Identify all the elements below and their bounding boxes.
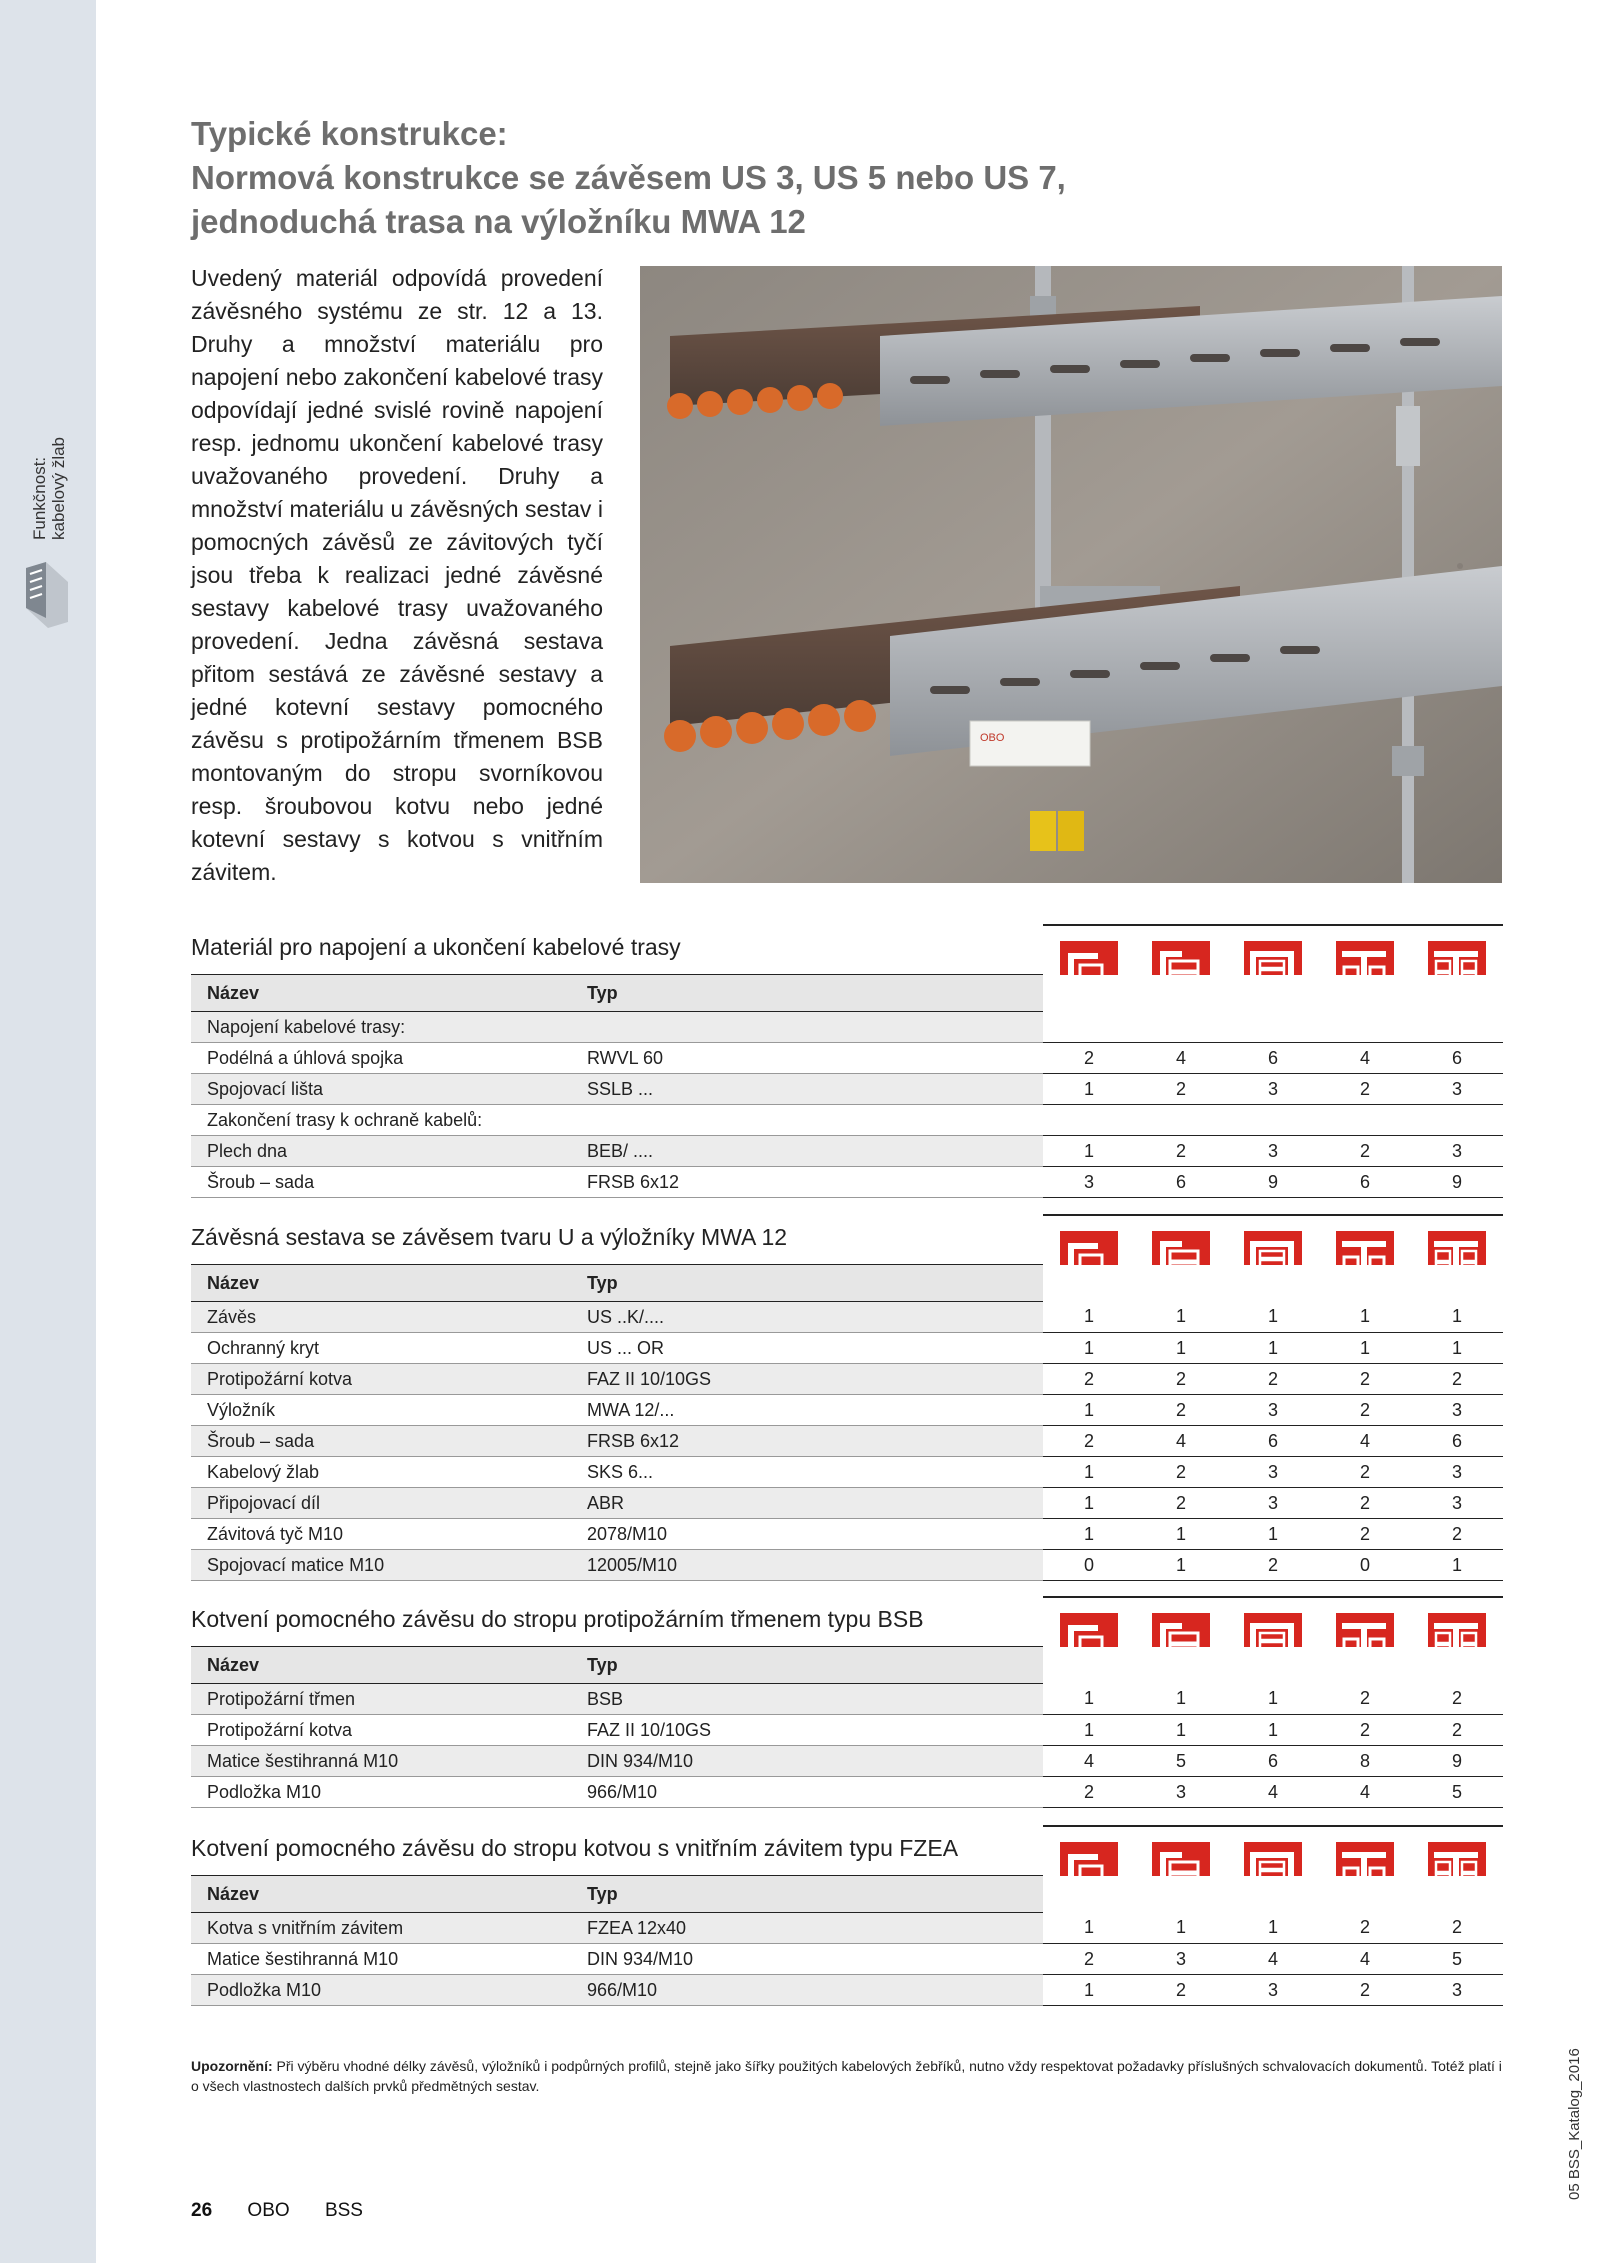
table-row [191,1684,1503,1715]
item-quantity: 1 [1043,1302,1135,1333]
item-name: Zakončení trasy k ochraně kabelů: [191,1105,571,1136]
item-type: US ... OR [571,1333,1043,1364]
item-type: 12005/M10 [571,1550,1043,1581]
item-quantity: 6 [1135,1167,1227,1198]
material-table [191,1646,1503,1808]
item-quantity: 2 [1043,1043,1135,1074]
table-row [191,1395,1503,1426]
item-quantity [1411,1012,1503,1043]
column-header-quantity [1411,1265,1503,1302]
item-name: Protipožární kotva [191,1364,571,1395]
item-quantity: 1 [1043,1136,1135,1167]
item-type: US ..K/.... [571,1302,1043,1333]
item-quantity: 2 [1135,1395,1227,1426]
item-quantity [1411,1105,1503,1136]
item-quantity: 3 [1411,1395,1503,1426]
column-header-quantity [1227,1265,1319,1302]
table-row [191,1457,1503,1488]
item-quantity: 3 [1135,1777,1227,1808]
item-quantity: 2 [1411,1913,1503,1944]
item-quantity: 2 [1319,1136,1411,1167]
table-header [191,1265,1503,1302]
table-row [191,1426,1503,1457]
item-quantity: 1 [1043,1519,1135,1550]
item-type: 966/M10 [571,1777,1043,1808]
item-type: 966/M10 [571,1975,1043,2006]
sidebar-label-line1: Funkčnost: [30,456,49,540]
document-code: 05 BSS_Katalog_2016 [1566,2048,1583,2200]
item-quantity: 2 [1135,1975,1227,2006]
item-name: Závitová tyč M10 [191,1519,571,1550]
item-quantity: 9 [1411,1746,1503,1777]
table-row [191,1333,1503,1364]
item-quantity [1135,1105,1227,1136]
item-quantity: 2 [1319,1457,1411,1488]
heading-line1: Typické konstrukce: [191,115,508,152]
column-header-quantity [1043,1876,1135,1913]
page-number: 26 [191,2200,213,2221]
item-quantity: 2 [1411,1715,1503,1746]
table-row [191,1913,1503,1944]
column-header-type: Typ [571,1876,1043,1913]
item-quantity: 2 [1319,1975,1411,2006]
item-quantity: 2 [1411,1519,1503,1550]
item-quantity: 0 [1043,1550,1135,1581]
item-quantity: 2 [1135,1136,1227,1167]
item-name: Spojovací matice M10 [191,1550,571,1581]
item-quantity: 1 [1227,1715,1319,1746]
item-quantity: 3 [1411,1457,1503,1488]
section-title: Závěsná sestava se závěsem tvaru U a výložníky MWA 12 [191,1224,788,1250]
note-text: Při výběru vhodné délky závěsů, výložníků i podpůrných profilů, stejně jako šířky použitých kabelových žebříků, nutno vždy respektovat požadavky příslušných schvalovacích dokumentů. Totéž platí i o všech vlastnostech dalších prvků předmětných sestav. [191,2058,1502,2094]
item-type: FAZ II 10/10GS [571,1364,1043,1395]
column-header-type: Typ [571,975,1043,1012]
column-header-quantity [1043,975,1135,1012]
heading-line2: Normová konstrukce se závěsem US 3, US 5 nebo US 7, [191,159,1066,196]
item-quantity: 9 [1227,1167,1319,1198]
column-header-quantity [1319,975,1411,1012]
item-quantity: 9 [1411,1167,1503,1198]
table-header [191,975,1503,1012]
item-quantity: 1 [1043,1684,1135,1715]
item-quantity: 1 [1043,1395,1135,1426]
item-quantity: 1 [1135,1550,1227,1581]
table-row [191,1975,1503,2006]
item-quantity: 2 [1043,1777,1135,1808]
page-footer [191,2200,393,2222]
column-header-quantity [1411,975,1503,1012]
item-quantity: 4 [1135,1043,1227,1074]
item-quantity: 2 [1135,1457,1227,1488]
item-quantity: 1 [1227,1684,1319,1715]
footer-product: BSS [324,2200,363,2221]
table-subheading-row [191,1105,1503,1136]
section-title: Kotvení pomocného závěsu do stropu kotvou s vnitřním závitem typu FZEA [191,1835,959,1861]
table-row [191,1136,1503,1167]
item-quantity: 1 [1411,1550,1503,1581]
item-quantity: 3 [1227,1395,1319,1426]
item-quantity: 2 [1411,1684,1503,1715]
item-quantity: 5 [1411,1777,1503,1808]
column-header-quantity [1227,975,1319,1012]
column-header-quantity [1319,1647,1411,1684]
item-quantity: 1 [1043,1488,1135,1519]
item-quantity: 4 [1043,1746,1135,1777]
item-name: Matice šestihranná M10 [191,1746,571,1777]
item-quantity: 1 [1319,1333,1411,1364]
item-quantity: 0 [1319,1550,1411,1581]
item-quantity: 2 [1319,1519,1411,1550]
item-name: Napojení kabelové trasy: [191,1012,571,1043]
column-header-quantity [1135,975,1227,1012]
item-name: Připojovací díl [191,1488,571,1519]
item-quantity: 1 [1135,1333,1227,1364]
item-quantity: 2 [1135,1488,1227,1519]
cable-tray-icon [22,560,72,630]
note-label: Upozornění: [191,2058,273,2074]
column-header-name: Název [191,1876,571,1913]
column-header-quantity [1135,1876,1227,1913]
column-header-quantity [1135,1647,1227,1684]
item-type: ABR [571,1488,1043,1519]
item-type: MWA 12/... [571,1395,1043,1426]
item-type: FRSB 6x12 [571,1426,1043,1457]
column-header-type: Typ [571,1647,1043,1684]
column-header-quantity [1135,1265,1227,1302]
item-quantity: 1 [1043,1457,1135,1488]
item-quantity [1319,1012,1411,1043]
item-quantity: 4 [1319,1777,1411,1808]
item-type: BSB [571,1684,1043,1715]
table-row [191,1746,1503,1777]
item-type: FRSB 6x12 [571,1167,1043,1198]
item-quantity: 2 [1411,1364,1503,1395]
item-quantity: 2 [1227,1550,1319,1581]
item-name: Výložník [191,1395,571,1426]
column-header-type: Typ [571,1265,1043,1302]
item-name: Kabelový žlab [191,1457,571,1488]
item-quantity: 1 [1135,1302,1227,1333]
column-header-quantity [1411,1876,1503,1913]
item-quantity: 1 [1411,1333,1503,1364]
column-header-quantity [1411,1647,1503,1684]
item-quantity [1043,1105,1135,1136]
column-header-quantity [1043,1647,1135,1684]
item-type: FAZ II 10/10GS [571,1715,1043,1746]
column-header-quantity [1043,1265,1135,1302]
item-quantity: 1 [1319,1302,1411,1333]
item-quantity: 2 [1319,1913,1411,1944]
item-name: Podložka M10 [191,1975,571,2006]
warning-note [191,2056,1511,2096]
item-quantity: 1 [1411,1302,1503,1333]
item-name: Šroub – sada [191,1167,571,1198]
table-row [191,1519,1503,1550]
item-quantity: 3 [1227,1488,1319,1519]
item-quantity: 8 [1319,1746,1411,1777]
item-quantity: 3 [1043,1167,1135,1198]
item-quantity: 4 [1319,1043,1411,1074]
sidebar-label-line2: kabelový žlab [49,436,68,540]
item-quantity: 3 [1227,1136,1319,1167]
item-quantity: 1 [1043,1074,1135,1105]
table-row [191,1550,1503,1581]
item-quantity: 2 [1319,1715,1411,1746]
item-type: DIN 934/M10 [571,1746,1043,1777]
item-quantity: 4 [1227,1944,1319,1975]
column-header-quantity [1319,1265,1411,1302]
item-name: Ochranný kryt [191,1333,571,1364]
page-heading [191,112,1291,244]
item-type: SSLB ... [571,1074,1043,1105]
item-quantity: 1 [1043,1975,1135,2006]
material-table [191,1264,1503,1581]
item-type: RWVL 60 [571,1043,1043,1074]
table-row [191,1364,1503,1395]
column-header-quantity [1227,1647,1319,1684]
column-header-quantity [1319,1876,1411,1913]
item-name: Kotva s vnitřním závitem [191,1913,571,1944]
table-header [191,1876,1503,1913]
sidebar [0,0,96,2263]
item-quantity: 2 [1135,1074,1227,1105]
table-row [191,1488,1503,1519]
photo-label-text: OBO [980,732,1005,744]
item-quantity: 2 [1227,1364,1319,1395]
item-quantity: 1 [1043,1715,1135,1746]
item-quantity: 2 [1043,1364,1135,1395]
item-type [571,1105,1043,1136]
column-header-name: Název [191,1265,571,1302]
item-quantity: 1 [1135,1715,1227,1746]
item-quantity: 1 [1043,1913,1135,1944]
sidebar-label [30,380,68,540]
item-quantity: 4 [1227,1777,1319,1808]
item-name: Plech dna [191,1136,571,1167]
section-title: Materiál pro napojení a ukončení kabelové trasy [191,934,681,960]
section-title: Kotvení pomocného závěsu do stropu protipožárním třmenem typu BSB [191,1606,924,1632]
item-quantity: 3 [1227,1074,1319,1105]
item-quantity [1135,1012,1227,1043]
item-quantity: 4 [1319,1944,1411,1975]
item-type: DIN 934/M10 [571,1944,1043,1975]
item-quantity: 6 [1227,1043,1319,1074]
item-name: Závěs [191,1302,571,1333]
item-name: Protipožární třmen [191,1684,571,1715]
item-quantity: 6 [1319,1167,1411,1198]
table-subheading-row [191,1012,1503,1043]
item-quantity: 2 [1043,1426,1135,1457]
item-name: Podložka M10 [191,1777,571,1808]
table-row [191,1715,1503,1746]
item-type: SKS 6... [571,1457,1043,1488]
heading-line3: jednoduchá trasa na výložníku MWA 12 [191,203,806,240]
item-quantity: 2 [1319,1684,1411,1715]
material-table [191,974,1503,1198]
item-type: BEB/ .... [571,1136,1043,1167]
item-quantity: 4 [1319,1426,1411,1457]
item-quantity: 1 [1043,1333,1135,1364]
item-quantity: 3 [1227,1975,1319,2006]
table-row [191,1167,1503,1198]
item-quantity: 1 [1135,1913,1227,1944]
item-type: 2078/M10 [571,1519,1043,1550]
item-quantity: 2 [1135,1364,1227,1395]
installation-photo [640,266,1502,883]
item-quantity: 3 [1411,1975,1503,2006]
item-quantity [1043,1012,1135,1043]
item-quantity [1227,1012,1319,1043]
column-header-name: Název [191,975,571,1012]
item-name: Šroub – sada [191,1426,571,1457]
item-quantity: 2 [1319,1074,1411,1105]
item-quantity: 5 [1411,1944,1503,1975]
item-quantity [1319,1105,1411,1136]
item-quantity: 1 [1135,1519,1227,1550]
column-header-name: Název [191,1647,571,1684]
item-name: Spojovací lišta [191,1074,571,1105]
table-row [191,1944,1503,1975]
item-quantity: 2 [1319,1364,1411,1395]
intro-text: Uvedený materiál odpovídá provedení závěsného systému ze str. 12 a 13. Druhy a množství materiálu pro napojení nebo zakončení kabelové trasy odpovídají jedné svislé rovině napojení resp. jednomu ukončení kabelové trasy uvažovaného provedení. Druhy a množství materiálu u závěsných sestav i pomocných závěsů ze závitových tyčí jsou třeba k realizaci jedné závěsné sestavy kabelové trasy uvažovaného provedení. Jedna závěsná sestava přitom sestává ze závěsné sestavy a jedné kotevní sestavy pomocného závěsu s protipožárním třmenem BSB montovaným do stropu svorníkovou resp. šroubovou kotvu nebo jedné kotevní sestavy s kotvou s vnitřním závitem. [191,265,603,885]
table-row [191,1302,1503,1333]
item-quantity: 1 [1227,1333,1319,1364]
item-quantity: 3 [1227,1457,1319,1488]
item-quantity: 1 [1227,1519,1319,1550]
item-quantity: 3 [1411,1074,1503,1105]
item-quantity: 4 [1135,1426,1227,1457]
table-header [191,1647,1503,1684]
item-quantity: 3 [1411,1488,1503,1519]
material-table [191,1875,1503,2006]
item-quantity: 1 [1227,1302,1319,1333]
table-row [191,1074,1503,1105]
item-quantity: 2 [1319,1395,1411,1426]
item-quantity: 2 [1319,1488,1411,1519]
item-quantity: 6 [1411,1426,1503,1457]
item-quantity: 1 [1227,1913,1319,1944]
table-row [191,1777,1503,1808]
item-quantity: 6 [1227,1746,1319,1777]
item-quantity: 3 [1411,1136,1503,1167]
item-name: Matice šestihranná M10 [191,1944,571,1975]
column-header-quantity [1227,1876,1319,1913]
item-type [571,1012,1043,1043]
item-type: FZEA 12x40 [571,1913,1043,1944]
item-quantity: 6 [1411,1043,1503,1074]
item-name: Protipožární kotva [191,1715,571,1746]
item-quantity: 2 [1043,1944,1135,1975]
item-quantity: 6 [1227,1426,1319,1457]
item-quantity: 1 [1135,1684,1227,1715]
item-name: Podélná a úhlová spojka [191,1043,571,1074]
item-quantity [1227,1105,1319,1136]
item-quantity: 5 [1135,1746,1227,1777]
footer-brand: OBO [247,2200,290,2221]
item-quantity: 3 [1135,1944,1227,1975]
table-row [191,1043,1503,1074]
